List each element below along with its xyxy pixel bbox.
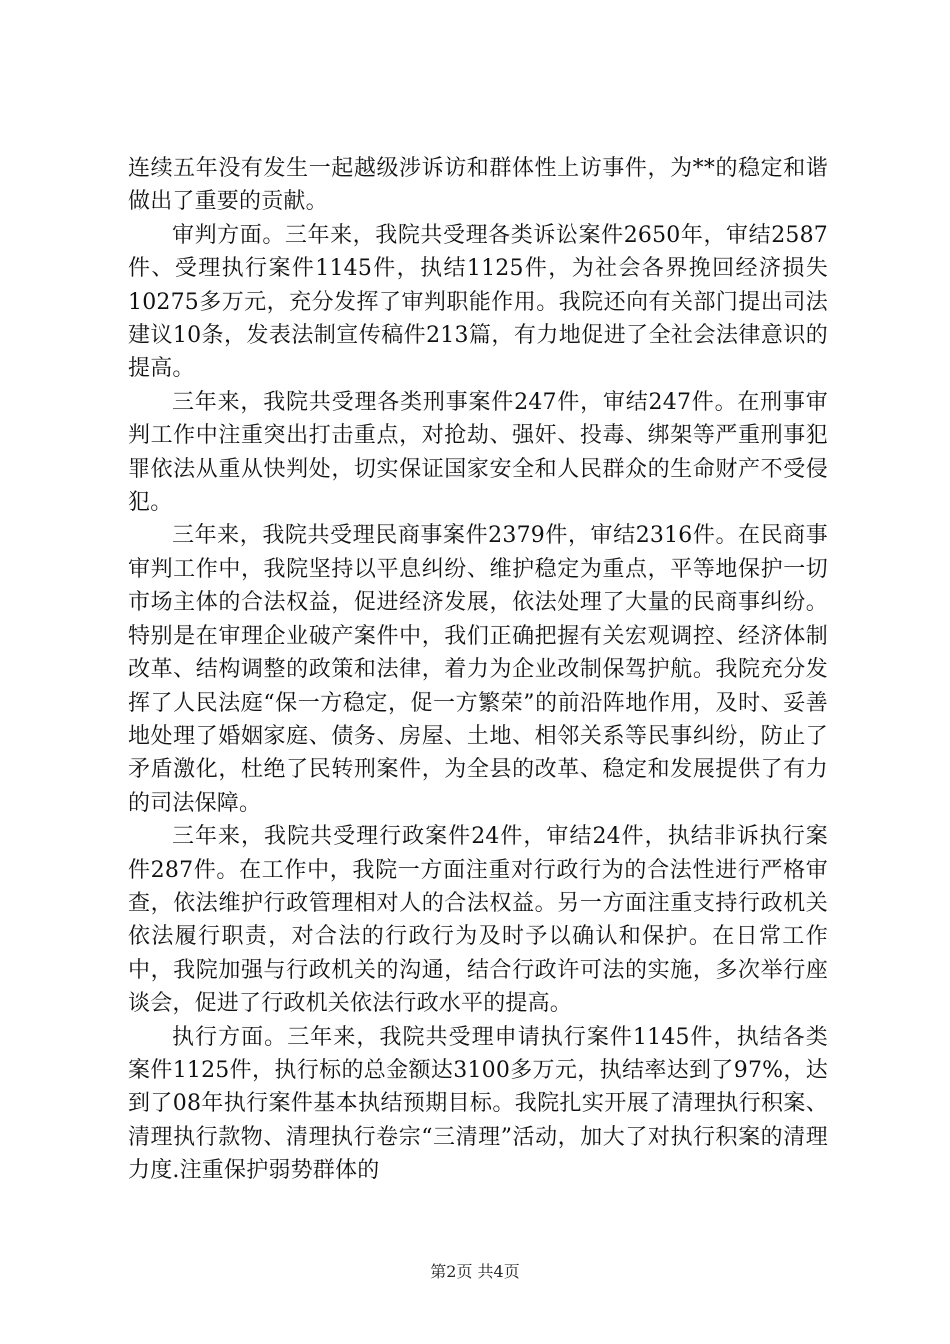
paragraph-5: 三年来，我院共受理行政案件24件，审结24件，执结非诉执行案件287件。在工作中，我院一方面注重对行政行为的合法性进行严格审查，依法维护行政管理相对人的合法权益。另一方面注重支持行政机关依法履行职责，对合法的行政行为及时予以确认和保护。在日常工作中，我院加强与行政机关的沟通，结合行政许可法的实施，多次举行座谈会，促进了行政机关依法行政水平的提高。 [128,824,828,1017]
paragraph-6: 执行方面。三年来，我院共受理申请执行案件1145件，执结各类案件1125件，执行标的总金额达3100多万元，执结率达到了97%，达到了08年执行案件基本执结预期目标。我院扎实开展了清理执行积案、清理执行款物、清理执行卷宗“三清理”活动，加大了对执行积案的清理力度.注重保护弱势群体的 [128,1024,828,1184]
paragraph-1: 连续五年没有发生一起越级涉诉访和群体性上访事件，为**的稳定和谐做出了重要的贡献。 [128,156,828,215]
page-number-footer: 第2页 共4页 [430,1262,520,1281]
paragraph-3: 三年来，我院共受理各类刑事案件247件，审结247件。在刑事审判工作中注重突出打击重点，对抢劫、强奸、投毒、绑架等严重刑事犯罪依法从重从快判处，切实保证国家安全和人民群众的生命财产不受侵犯。 [128,389,828,516]
document-body [128,152,828,1188]
paragraph-2: 审判方面。三年来，我院共受理各类诉讼案件2650年，审结2587件、受理执行案件1145件，执结1125件，为社会各界挽回经济损失10275多万元，充分发挥了审判职能作用。我院还向有关部门提出司法建议10条，发表法制宣传稿件213篇，有力地促进了全社会法律意识的提高。 [128,222,828,382]
paragraph-4: 三年来，我院共受理民商事案件2379件，审结2316件。在民商事审判工作中，我院坚持以平息纠纷、维护稳定为重点，平等地保护一切市场主体的合法权益，促进经济发展，依法处理了大量的民商事纠纷。特别是在审理企业破产案件中，我们正确把握有关宏观调控、经济体制改革、结构调整的政策和法律，着力为企业改制保驾护航。我院充分发挥了人民法庭“保一方稳定，促一方繁荣”的前沿阵地作用，及时、妥善地处理了婚姻家庭、债务、房屋、土地、相邻关系等民事纠纷，防止了矛盾激化，杜绝了民转刑案件，为全县的改革、稳定和发展提供了有力的司法保障。 [128,523,828,816]
